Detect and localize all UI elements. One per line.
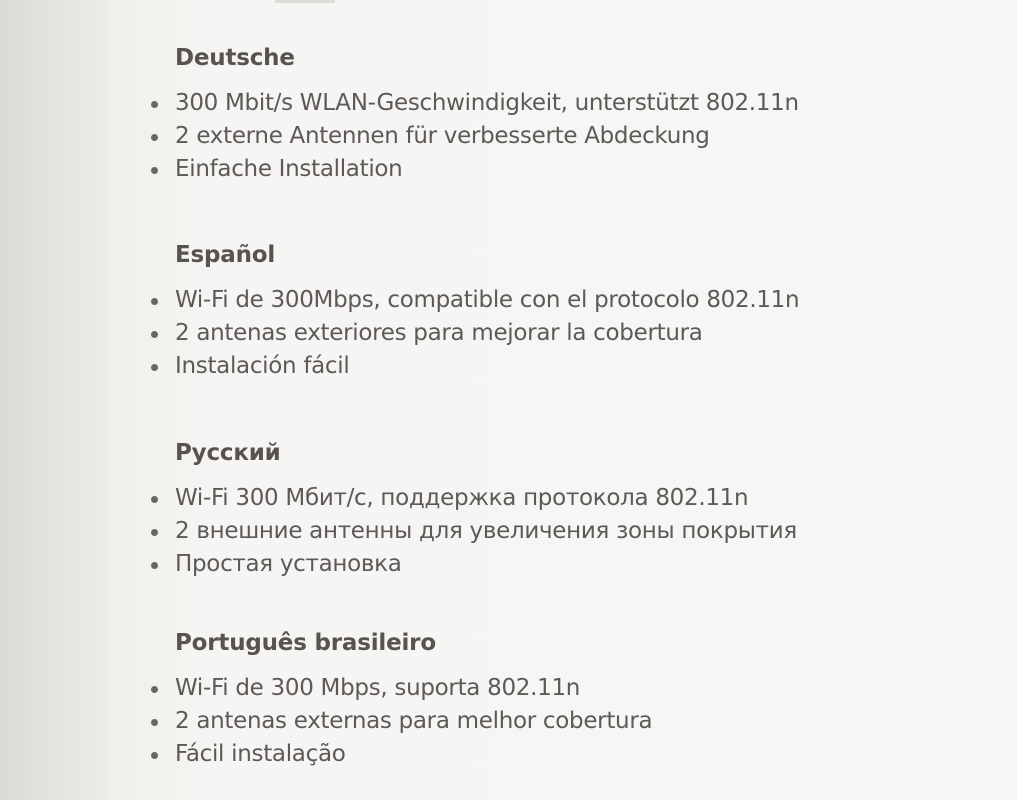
- list-item-text: 2 externe Antennen für verbesserte Abdeckung: [175, 123, 710, 149]
- top-edge-tab: [275, 0, 335, 3]
- bullet-icon: [151, 496, 158, 503]
- list-item: [147, 153, 987, 186]
- list-item-text: Wi-Fi de 300Mbps, compatible con el protocolo 802.11n: [175, 287, 800, 313]
- bullet-icon: [151, 529, 158, 536]
- bullet-icon: [151, 101, 158, 108]
- section-espanol: [147, 240, 987, 383]
- list-item: [147, 548, 987, 581]
- list-item-text: Instalación fácil: [175, 353, 350, 379]
- bullet-icon: [151, 167, 158, 174]
- section-deutsche: [147, 43, 987, 186]
- feature-list: [147, 482, 987, 581]
- list-item-text: 2 antenas exteriores para mejorar la cobertura: [175, 320, 703, 346]
- bullet-icon: [151, 298, 158, 305]
- bullet-icon: [151, 752, 158, 759]
- list-item: [147, 705, 987, 738]
- list-item: [147, 738, 987, 771]
- list-item-text: 2 antenas externas para melhor cobertura: [175, 708, 653, 734]
- bullet-icon: [151, 134, 158, 141]
- list-item: [147, 672, 987, 705]
- list-item-text: Einfache Installation: [175, 156, 403, 182]
- list-item-text: Простая установка: [175, 551, 402, 577]
- section-russkiy: [147, 438, 987, 581]
- section-heading: Русский: [175, 440, 281, 466]
- list-item: [147, 284, 987, 317]
- feature-list: [147, 284, 987, 383]
- bullet-icon: [151, 562, 158, 569]
- list-item-text: 300 Mbit/s WLAN-Geschwindigkeit, unterstützt 802.11n: [175, 90, 799, 116]
- feature-list: [147, 87, 987, 186]
- section-heading: Deutsche: [175, 45, 295, 71]
- bullet-icon: [151, 719, 158, 726]
- list-item: [147, 482, 987, 515]
- section-heading: Español: [175, 242, 276, 268]
- list-item-text: 2 внешние антенны для увеличения зоны покрытия: [175, 518, 797, 544]
- list-item-text: Wi-Fi de 300 Mbps, suporta 802.11n: [175, 675, 581, 701]
- bullet-icon: [151, 686, 158, 693]
- list-item: [147, 87, 987, 120]
- section-heading: Português brasileiro: [175, 630, 436, 656]
- bullet-icon: [151, 364, 158, 371]
- list-item: [147, 120, 987, 153]
- list-item: [147, 350, 987, 383]
- section-portugues-brasileiro: [147, 628, 987, 771]
- feature-list: [147, 672, 987, 771]
- list-item: [147, 317, 987, 350]
- bullet-icon: [151, 331, 158, 338]
- card-edge-shadow: [0, 0, 108, 800]
- list-item-text: Wi-Fi 300 Мбит/с, поддержка протокола 802.11n: [175, 485, 749, 511]
- list-item: [147, 515, 987, 548]
- list-item-text: Fácil instalação: [175, 741, 346, 767]
